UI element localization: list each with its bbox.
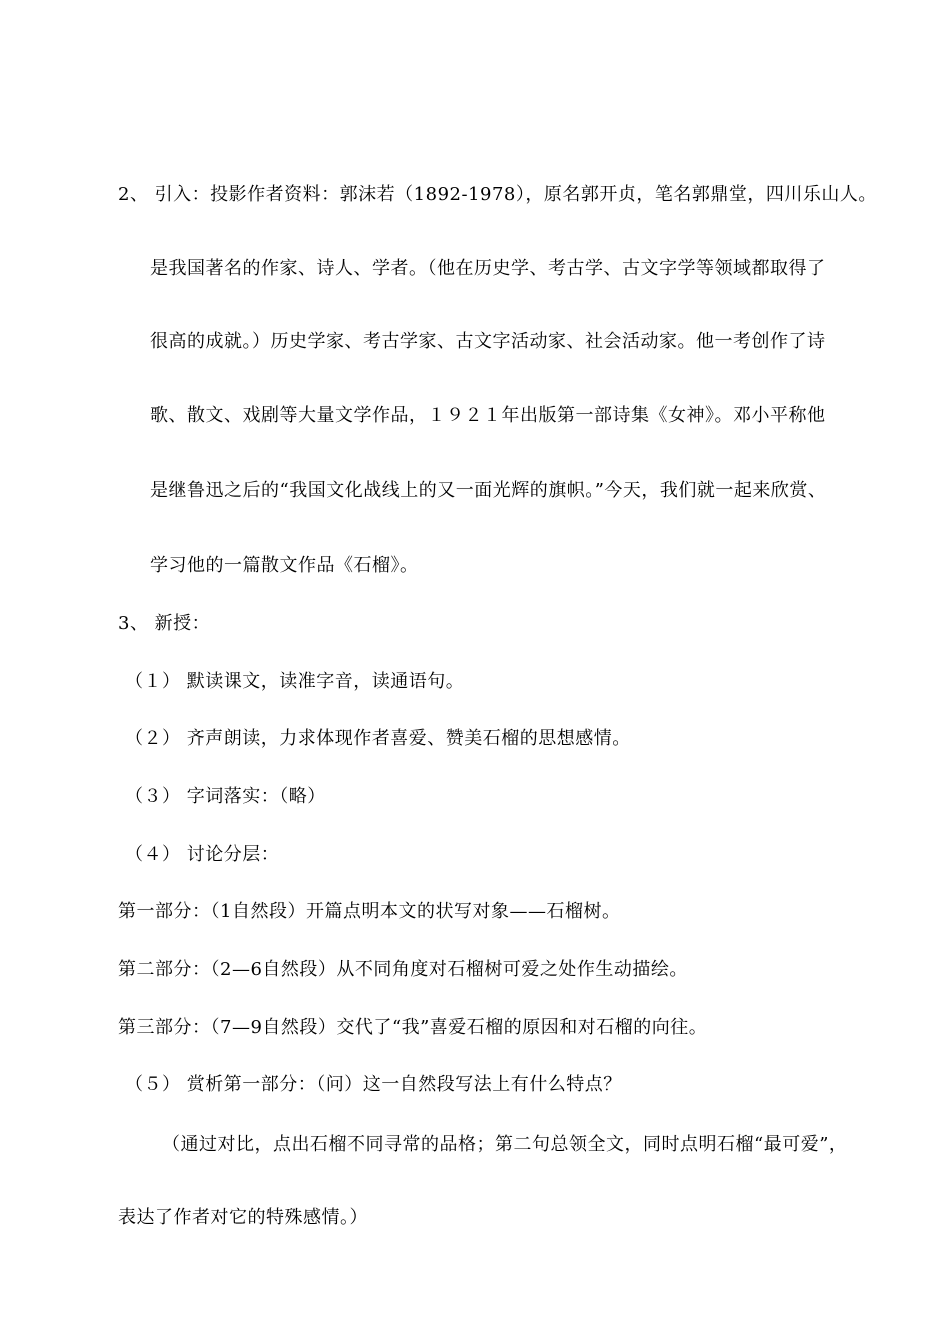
paragraph-intro-line-4: 歌、散文、戏剧等大量文学作品，１９２１年出版第一部诗集《女神》。邓小平称他 xyxy=(150,405,826,426)
paragraph-intro-line-5: 是继鲁迅之后的“我国文化战线上的又一面光辉的旗帜。”今天，我们就一起来欣赏、 xyxy=(150,480,827,501)
paragraph-intro-line-6: 学习他的一篇散文作品《石榴》。 xyxy=(150,555,419,576)
answer-line-2: 表达了作者对它的特殊感情。） xyxy=(118,1207,368,1228)
paragraph-intro-line-2: 是我国著名的作家、诗人、学者。（他在历史学、考古学、古文字学等领域都取得了 xyxy=(150,258,826,279)
step-1: （１） 默读课文，读准字音，读通语句。 xyxy=(125,671,465,692)
step-2: （２） 齐声朗读，力求体现作者喜爱、赞美石榴的思想感情。 xyxy=(125,728,631,749)
step-4: （４） 讨论分层： xyxy=(125,844,280,865)
section-heading-new-lesson: 3、 新授： xyxy=(118,613,211,634)
part-two: 第二部分：（2—6自然段）从不同角度对石榴树可爱之处作生动描绘。 xyxy=(118,959,688,980)
answer-line-1: （通过对比，点出石榴不同寻常的品格；第二句总领全文，同时点明石榴“最可爱”， xyxy=(162,1134,848,1155)
part-three: 第三部分：（7—9自然段）交代了“我”喜爱石榴的原因和对石榴的向往。 xyxy=(118,1017,708,1038)
step-3: （３） 字词落实：（略） xyxy=(125,786,326,807)
step-5: （５） 赏析第一部分：（问）这一自然段写法上有什么特点？ xyxy=(125,1074,622,1095)
paragraph-intro-line-1: 2、 引入：投影作者资料：郭沫若（1892-1978），原名郭开贞，笔名郭鼎堂，四川乐山人。 xyxy=(118,184,877,205)
paragraph-intro-line-3: 很高的成就。）历史学家、考古学家、古文字活动家、社会活动家。他一考创作了诗 xyxy=(150,331,826,352)
part-one: 第一部分：（1自然段）开篇点明本文的状写对象——石榴树。 xyxy=(118,901,621,922)
